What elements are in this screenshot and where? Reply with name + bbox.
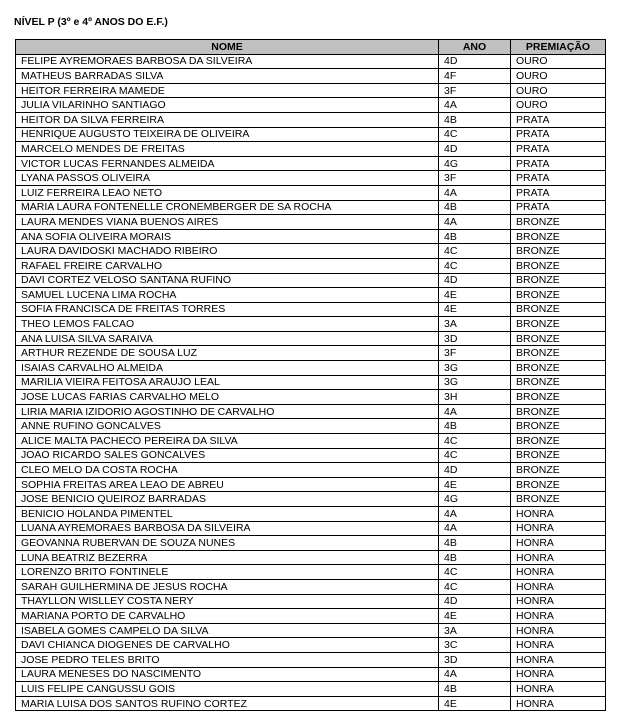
column-header-name: NOME: [16, 40, 439, 55]
grade-cell: 4C: [439, 244, 511, 259]
table-body: [16, 54, 606, 711]
award-cell: BRONZE: [511, 463, 606, 478]
student-name-cell: ANA LUISA SILVA SARAIVA: [16, 331, 439, 346]
grade-cell: 4C: [439, 258, 511, 273]
grade-cell: 4D: [439, 594, 511, 609]
award-cell: BRONZE: [511, 258, 606, 273]
grade-cell: 4C: [439, 127, 511, 142]
grade-cell: 4D: [439, 273, 511, 288]
grade-cell: 4A: [439, 521, 511, 536]
table-row: [16, 623, 606, 638]
grade-cell: 4D: [439, 54, 511, 69]
table-row: [16, 594, 606, 609]
table-row: [16, 404, 606, 419]
table-row: [16, 448, 606, 463]
grade-cell: 4B: [439, 550, 511, 565]
student-name-cell: ISABELA GOMES CAMPELO DA SILVA: [16, 623, 439, 638]
grade-cell: 4C: [439, 448, 511, 463]
grade-cell: 4B: [439, 419, 511, 434]
student-name-cell: LUIS FELIPE CANGUSSU GOIS: [16, 682, 439, 697]
student-name-cell: RAFAEL FREIRE CARVALHO: [16, 258, 439, 273]
table-row: [16, 331, 606, 346]
student-name-cell: LIRIA MARIA IZIDORIO AGOSTINHO DE CARVALHO: [16, 404, 439, 419]
grade-cell: 3C: [439, 638, 511, 653]
table-row: [16, 273, 606, 288]
award-cell: OURO: [511, 54, 606, 69]
award-cell: HONRA: [511, 682, 606, 697]
award-cell: HONRA: [511, 550, 606, 565]
grade-cell: 4E: [439, 696, 511, 711]
grade-cell: 3F: [439, 346, 511, 361]
grade-cell: 4G: [439, 156, 511, 171]
student-name-cell: JOSE LUCAS FARIAS CARVALHO MELO: [16, 390, 439, 405]
table-row: [16, 302, 606, 317]
grade-cell: 4B: [439, 229, 511, 244]
grade-cell: 4C: [439, 565, 511, 580]
student-name-cell: LAURA MENESES DO NASCIMENTO: [16, 667, 439, 682]
table-row: [16, 434, 606, 449]
student-name-cell: BENICIO HOLANDA PIMENTEL: [16, 507, 439, 522]
table-row: [16, 492, 606, 507]
student-name-cell: JOSE BENICIO QUEIROZ BARRADAS: [16, 492, 439, 507]
table-row: [16, 579, 606, 594]
student-name-cell: FELIPE AYREMORAES BARBOSA DA SILVEIRA: [16, 54, 439, 69]
award-cell: BRONZE: [511, 390, 606, 405]
grade-cell: 4A: [439, 185, 511, 200]
student-name-cell: MARCELO MENDES DE FREITAS: [16, 142, 439, 157]
student-name-cell: JOAO RICARDO SALES GONCALVES: [16, 448, 439, 463]
grade-cell: 3F: [439, 171, 511, 186]
table-row: [16, 142, 606, 157]
award-cell: BRONZE: [511, 331, 606, 346]
award-cell: BRONZE: [511, 229, 606, 244]
student-name-cell: ANA SOFIA OLIVEIRA MORAIS: [16, 229, 439, 244]
grade-cell: 4B: [439, 536, 511, 551]
grade-cell: 4C: [439, 579, 511, 594]
award-cell: PRATA: [511, 127, 606, 142]
award-cell: OURO: [511, 98, 606, 113]
grade-cell: 4E: [439, 477, 511, 492]
student-name-cell: LUIZ FERREIRA LEAO NETO: [16, 185, 439, 200]
grade-cell: 4D: [439, 463, 511, 478]
student-name-cell: CLEO MELO DA COSTA ROCHA: [16, 463, 439, 478]
award-cell: HONRA: [511, 594, 606, 609]
awards-table: [15, 39, 606, 711]
award-cell: BRONZE: [511, 302, 606, 317]
table-row: [16, 419, 606, 434]
table-row: [16, 507, 606, 522]
table-row: [16, 346, 606, 361]
student-name-cell: SARAH GUILHERMINA DE JESUS ROCHA: [16, 579, 439, 594]
award-cell: PRATA: [511, 171, 606, 186]
award-cell: BRONZE: [511, 317, 606, 332]
student-name-cell: THEO LEMOS FALCAO: [16, 317, 439, 332]
table-row: [16, 288, 606, 303]
student-name-cell: SOPHIA FREITAS AREA LEAO DE ABREU: [16, 477, 439, 492]
grade-cell: 3G: [439, 361, 511, 376]
student-name-cell: JOSE PEDRO TELES BRITO: [16, 652, 439, 667]
award-cell: HONRA: [511, 579, 606, 594]
grade-cell: 4E: [439, 609, 511, 624]
grade-cell: 4G: [439, 492, 511, 507]
table-row: [16, 375, 606, 390]
table-row: [16, 638, 606, 653]
award-cell: OURO: [511, 69, 606, 84]
table-row: [16, 258, 606, 273]
student-name-cell: MARIA LAURA FONTENELLE CRONEMBERGER DE SA ROCHA: [16, 200, 439, 215]
award-cell: HONRA: [511, 623, 606, 638]
table-row: [16, 477, 606, 492]
award-cell: BRONZE: [511, 346, 606, 361]
table-row: [16, 652, 606, 667]
grade-cell: 4E: [439, 288, 511, 303]
column-header-premiacao: PREMIAÇÃO: [511, 40, 606, 55]
student-name-cell: ALICE MALTA PACHECO PEREIRA DA SILVA: [16, 434, 439, 449]
award-cell: BRONZE: [511, 244, 606, 259]
award-cell: HONRA: [511, 536, 606, 551]
table-header-row: [16, 40, 606, 55]
award-cell: BRONZE: [511, 419, 606, 434]
table-row: [16, 521, 606, 536]
award-cell: HONRA: [511, 609, 606, 624]
grade-cell: 3G: [439, 375, 511, 390]
student-name-cell: LORENZO BRITO FONTINELE: [16, 565, 439, 580]
table-row: [16, 83, 606, 98]
award-cell: PRATA: [511, 200, 606, 215]
table-row: [16, 667, 606, 682]
student-name-cell: ARTHUR REZENDE DE SOUSA LUZ: [16, 346, 439, 361]
table-row: [16, 185, 606, 200]
award-cell: BRONZE: [511, 492, 606, 507]
grade-cell: 4A: [439, 98, 511, 113]
grade-cell: 4E: [439, 302, 511, 317]
award-cell: HONRA: [511, 638, 606, 653]
table-row: [16, 127, 606, 142]
table-row: [16, 98, 606, 113]
student-name-cell: LAURA MENDES VIANA BUENOS AIRES: [16, 215, 439, 230]
grade-cell: 3D: [439, 331, 511, 346]
table-row: [16, 390, 606, 405]
student-name-cell: GEOVANNA RUBERVAN DE SOUZA NUNES: [16, 536, 439, 551]
student-name-cell: MATHEUS BARRADAS SILVA: [16, 69, 439, 84]
award-cell: HONRA: [511, 565, 606, 580]
table-row: [16, 215, 606, 230]
grade-cell: 4B: [439, 200, 511, 215]
table-row: [16, 69, 606, 84]
table-row: [16, 536, 606, 551]
student-name-cell: LYANA PASSOS OLIVEIRA: [16, 171, 439, 186]
grade-cell: 4B: [439, 112, 511, 127]
student-name-cell: MARILIA VIEIRA FEITOSA ARAUJO LEAL: [16, 375, 439, 390]
student-name-cell: HEITOR DA SILVA FERREIRA: [16, 112, 439, 127]
student-name-cell: ISAIAS CARVALHO ALMEIDA: [16, 361, 439, 376]
student-name-cell: VICTOR LUCAS FERNANDES ALMEIDA: [16, 156, 439, 171]
student-name-cell: LUNA BEATRIZ BEZERRA: [16, 550, 439, 565]
table-row: [16, 317, 606, 332]
grade-cell: 3H: [439, 390, 511, 405]
table-row: [16, 696, 606, 711]
grade-cell: 4A: [439, 404, 511, 419]
student-name-cell: SOFIA FRANCISCA DE FREITAS TORRES: [16, 302, 439, 317]
table-row: [16, 244, 606, 259]
student-name-cell: LUANA AYREMORAES BARBOSA DA SILVEIRA: [16, 521, 439, 536]
award-cell: PRATA: [511, 112, 606, 127]
award-cell: BRONZE: [511, 434, 606, 449]
award-cell: BRONZE: [511, 375, 606, 390]
table-row: [16, 361, 606, 376]
table-row: [16, 171, 606, 186]
table-row: [16, 682, 606, 697]
table-row: [16, 156, 606, 171]
award-cell: BRONZE: [511, 404, 606, 419]
student-name-cell: DAVI CHIANCA DIOGENES DE CARVALHO: [16, 638, 439, 653]
award-cell: HONRA: [511, 696, 606, 711]
student-name-cell: SAMUEL LUCENA LIMA ROCHA: [16, 288, 439, 303]
award-cell: HONRA: [511, 667, 606, 682]
student-name-cell: JULIA VILARINHO SANTIAGO: [16, 98, 439, 113]
award-cell: PRATA: [511, 156, 606, 171]
award-cell: BRONZE: [511, 361, 606, 376]
table-row: [16, 200, 606, 215]
table-row: [16, 609, 606, 624]
grade-cell: 4C: [439, 434, 511, 449]
grade-cell: 4B: [439, 682, 511, 697]
student-name-cell: HEITOR FERREIRA MAMEDE: [16, 83, 439, 98]
award-cell: HONRA: [511, 521, 606, 536]
award-cell: BRONZE: [511, 477, 606, 492]
student-name-cell: LAURA DAVIDOSKI MACHADO RIBEIRO: [16, 244, 439, 259]
grade-cell: 3D: [439, 652, 511, 667]
grade-cell: 3F: [439, 83, 511, 98]
award-cell: BRONZE: [511, 288, 606, 303]
award-cell: BRONZE: [511, 273, 606, 288]
award-cell: BRONZE: [511, 215, 606, 230]
table-row: [16, 112, 606, 127]
grade-cell: 4F: [439, 69, 511, 84]
student-name-cell: ANNE RUFINO GONCALVES: [16, 419, 439, 434]
table-row: [16, 550, 606, 565]
table-row: [16, 463, 606, 478]
grade-cell: 4D: [439, 142, 511, 157]
student-name-cell: THAYLLON WISLLEY COSTA NERY: [16, 594, 439, 609]
award-cell: PRATA: [511, 185, 606, 200]
award-cell: PRATA: [511, 142, 606, 157]
grade-cell: 4A: [439, 215, 511, 230]
grade-cell: 3A: [439, 623, 511, 638]
student-name-cell: HENRIQUE AUGUSTO TEIXEIRA DE OLIVEIRA: [16, 127, 439, 142]
student-name-cell: DAVI CORTEZ VELOSO SANTANA RUFINO: [16, 273, 439, 288]
grade-cell: 3A: [439, 317, 511, 332]
student-name-cell: MARIANA PORTO DE CARVALHO: [16, 609, 439, 624]
grade-cell: 4A: [439, 667, 511, 682]
award-cell: HONRA: [511, 507, 606, 522]
award-cell: OURO: [511, 83, 606, 98]
column-header-ano: ANO: [439, 40, 511, 55]
table-row: [16, 229, 606, 244]
award-cell: HONRA: [511, 652, 606, 667]
table-row: [16, 565, 606, 580]
table-row: [16, 54, 606, 69]
grade-cell: 4A: [439, 507, 511, 522]
award-cell: BRONZE: [511, 448, 606, 463]
student-name-cell: MARIA LUISA DOS SANTOS RUFINO CORTEZ: [16, 696, 439, 711]
document-title: NÍVEL P (3º e 4º ANOS DO E.F.): [14, 16, 168, 28]
